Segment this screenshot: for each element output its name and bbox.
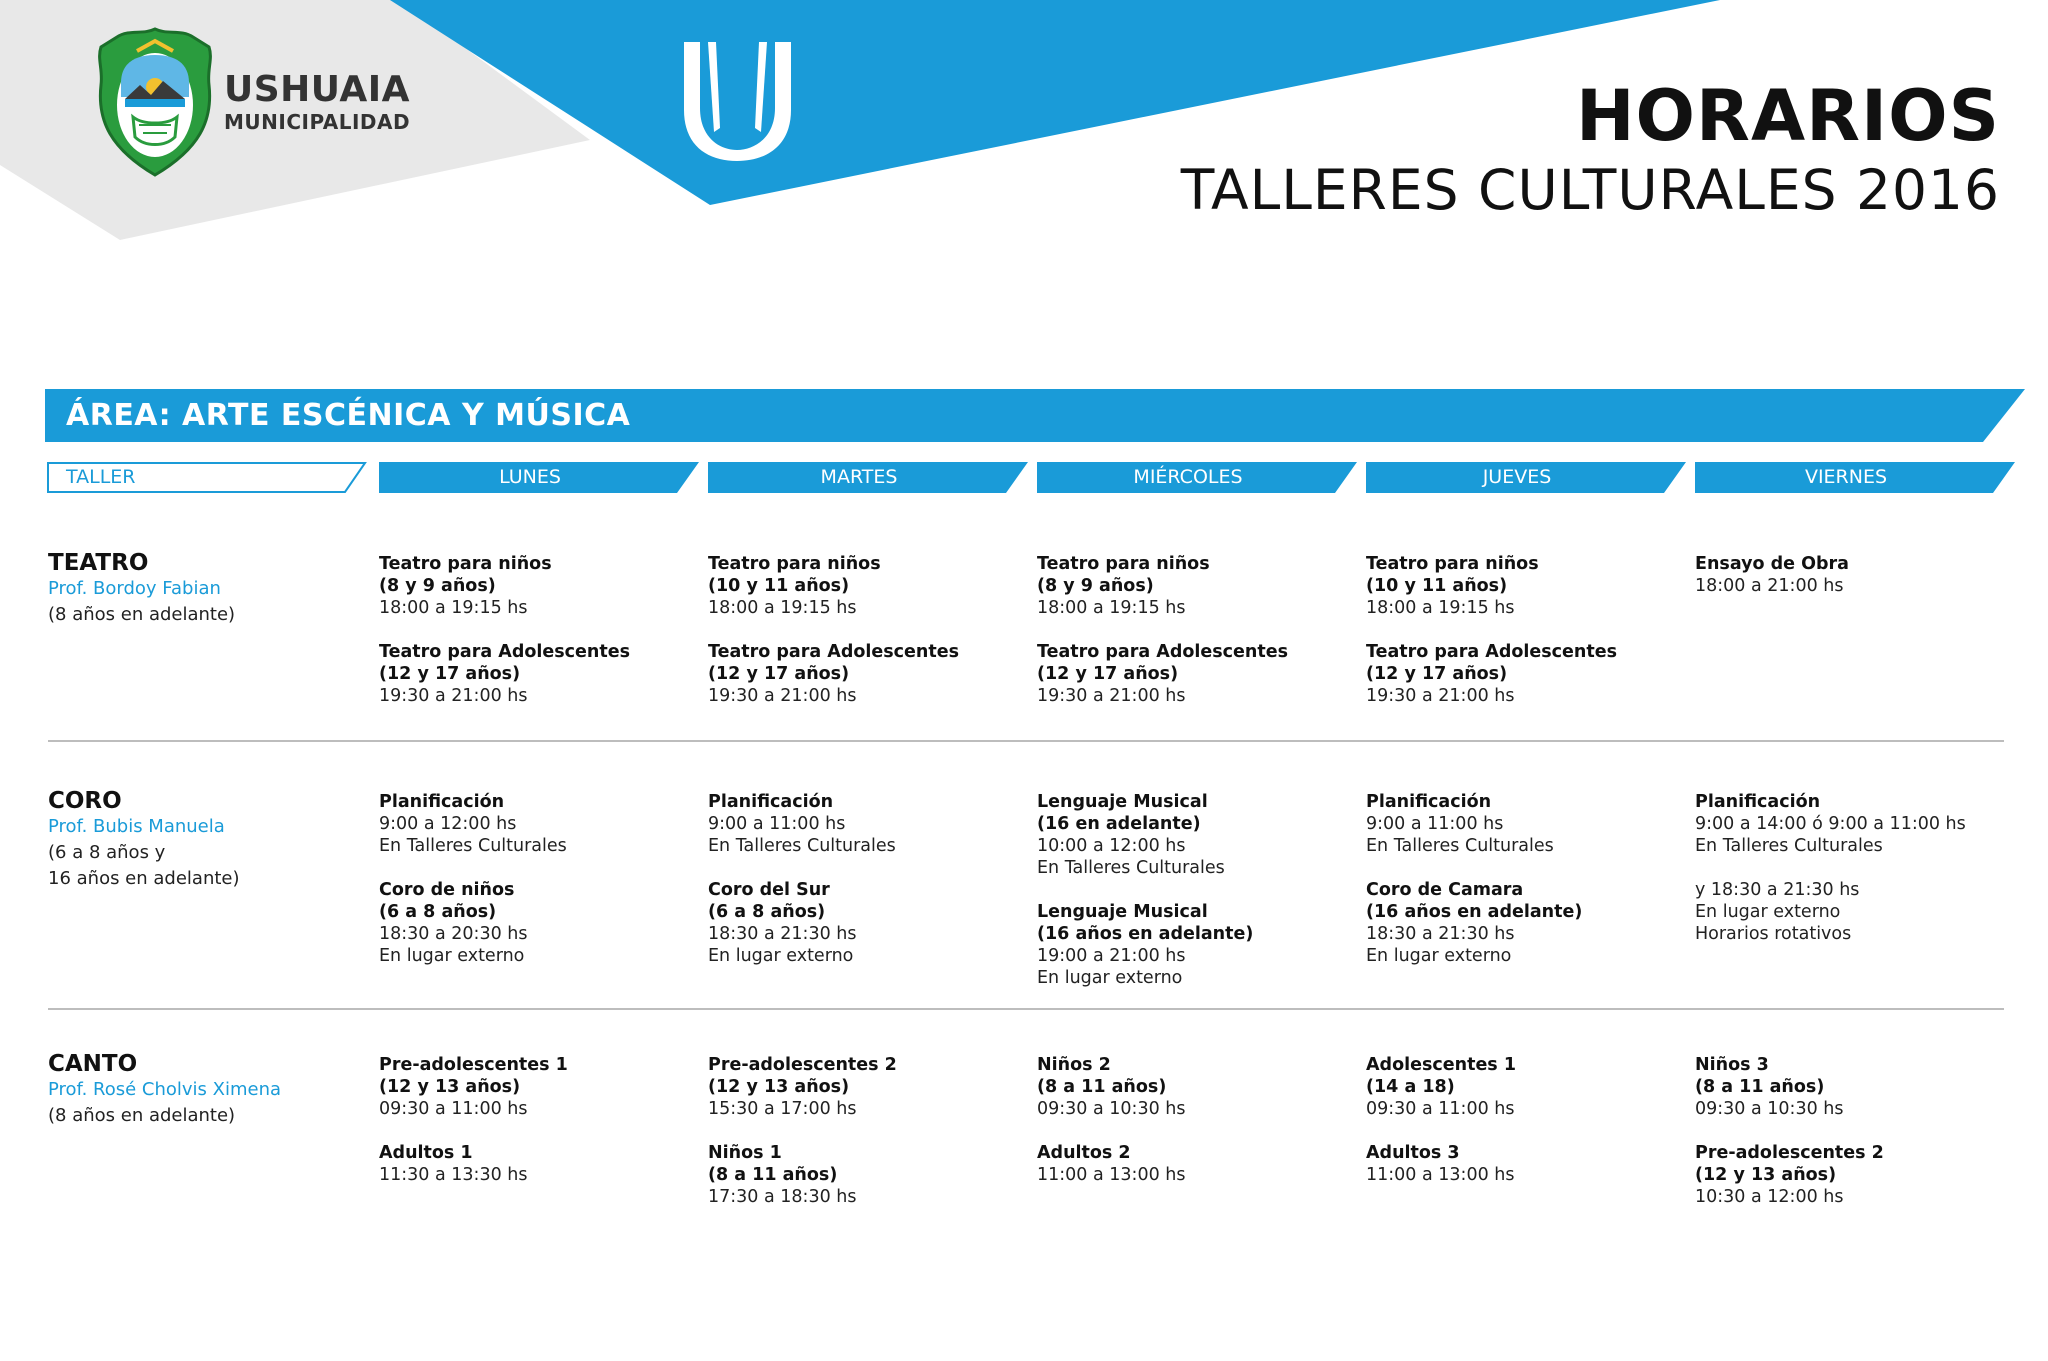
class-detail: En lugar externo xyxy=(1695,902,1841,922)
class-title: Planificación xyxy=(1366,792,1492,812)
class-title: (12 y 17 años) xyxy=(379,664,521,684)
entry-gap xyxy=(1695,1120,2015,1142)
class-title: (12 y 13 años) xyxy=(379,1077,521,1097)
class-detail: En lugar externo xyxy=(708,946,854,966)
class-detail: En lugar externo xyxy=(379,946,525,966)
class-title: Planificación xyxy=(708,792,834,812)
page-title: HORARIOS xyxy=(1575,75,2000,157)
class-detail: y 18:30 a 21:30 hs xyxy=(1695,880,1860,900)
entry-gap xyxy=(379,1120,699,1142)
class-detail: 19:30 a 21:00 hs xyxy=(1366,686,1515,706)
schedule-cell xyxy=(708,791,1028,967)
class-detail: 17:30 a 18:30 hs xyxy=(708,1187,857,1207)
taller-name-coro: CORO xyxy=(48,788,122,814)
class-title: Lenguaje Musical xyxy=(1037,792,1208,812)
class-detail: 18:30 a 20:30 hs xyxy=(379,924,528,944)
class-title: Planificación xyxy=(379,792,505,812)
class-title: (16 en adelante) xyxy=(1037,814,1201,834)
class-title: (16 años en adelante) xyxy=(1366,902,1583,922)
entry-gap xyxy=(1366,619,1686,641)
column-header-viernes xyxy=(1695,462,2015,493)
row-divider xyxy=(48,1008,2004,1010)
class-title: (14 a 18) xyxy=(1366,1077,1455,1097)
column-header-taller xyxy=(47,462,367,493)
class-title: Planificación xyxy=(1695,792,1821,812)
entry-gap xyxy=(379,619,699,641)
schedule-cell xyxy=(379,553,699,707)
class-detail: 19:00 a 21:00 hs xyxy=(1037,946,1186,966)
class-detail: 9:00 a 12:00 hs xyxy=(379,814,517,834)
class-title: Pre-adolescentes 1 xyxy=(379,1055,568,1075)
class-title: Teatro para niños xyxy=(1037,554,1210,574)
column-header-miercoles xyxy=(1037,462,1357,493)
class-detail: 09:30 a 11:00 hs xyxy=(1366,1099,1515,1119)
schedule-cell xyxy=(1037,553,1357,707)
class-title: Teatro para Adolescentes xyxy=(1366,642,1617,662)
entry-gap xyxy=(379,857,699,879)
column-header-jueves xyxy=(1366,462,1686,493)
class-title: (10 y 11 años) xyxy=(1366,576,1508,596)
class-detail: 18:30 a 21:30 hs xyxy=(1366,924,1515,944)
taller-name-canto: CANTO xyxy=(48,1051,138,1077)
column-header-label: JUEVES xyxy=(1482,466,1552,488)
schedule-cell xyxy=(1366,1054,1686,1186)
class-detail: 09:30 a 10:30 hs xyxy=(1695,1099,1844,1119)
class-title: (6 a 8 años) xyxy=(708,902,826,922)
class-title: Adultos 3 xyxy=(1366,1143,1460,1163)
column-header-label: TALLER xyxy=(66,466,136,488)
row-divider xyxy=(48,740,2004,742)
schedule-cell xyxy=(1366,553,1686,707)
area-title: ÁREA: ARTE ESCÉNICA Y MÚSICA xyxy=(66,398,631,433)
age-range xyxy=(48,1103,348,1129)
class-title: Coro de niños xyxy=(379,880,515,900)
class-title: Pre-adolescentes 2 xyxy=(1695,1143,1884,1163)
class-title: (10 y 11 años) xyxy=(708,576,850,596)
age-line: (8 años en adelante) xyxy=(48,1105,236,1126)
class-title: (8 a 11 años) xyxy=(708,1165,838,1185)
class-detail: 11:30 a 13:30 hs xyxy=(379,1165,528,1185)
column-header-label: LUNES xyxy=(499,466,561,488)
class-detail: 19:30 a 21:00 hs xyxy=(708,686,857,706)
class-title: (8 a 11 años) xyxy=(1037,1077,1167,1097)
class-title: Teatro para niños xyxy=(379,554,552,574)
class-title: Lenguaje Musical xyxy=(1037,902,1208,922)
class-detail: 11:00 a 13:00 hs xyxy=(1366,1165,1515,1185)
brand-name: USHUAIA xyxy=(224,69,411,110)
class-detail: 10:00 a 12:00 hs xyxy=(1037,836,1186,856)
class-title: (8 y 9 años) xyxy=(379,576,496,596)
schedule-cell xyxy=(708,553,1028,707)
entry-gap xyxy=(1037,879,1357,901)
class-detail: 9:00 a 14:00 ó 9:00 a 11:00 hs xyxy=(1695,814,1966,834)
class-title: (12 y 17 años) xyxy=(1366,664,1508,684)
age-line: (6 a 8 años y xyxy=(48,842,166,863)
schedule-cell xyxy=(379,1054,699,1186)
teacher-name: Prof. Bordoy Fabian xyxy=(48,578,221,599)
brand xyxy=(224,70,410,134)
schedule-cell xyxy=(379,791,699,967)
schedule-cell xyxy=(1695,791,2035,945)
page-subtitle: TALLERES CULTURALES 2016 xyxy=(1180,158,2000,222)
class-title: (12 y 13 años) xyxy=(708,1077,850,1097)
class-detail: 18:00 a 19:15 hs xyxy=(708,598,857,618)
class-title: Coro del Sur xyxy=(708,880,830,900)
class-title: (6 a 8 años) xyxy=(379,902,497,922)
age-range xyxy=(48,840,348,892)
class-detail: 18:00 a 21:00 hs xyxy=(1695,576,1844,596)
column-header-label: MARTES xyxy=(820,466,898,488)
class-detail: En Talleres Culturales xyxy=(1695,836,1883,856)
class-detail: 09:30 a 11:00 hs xyxy=(379,1099,528,1119)
class-detail: En Talleres Culturales xyxy=(708,836,896,856)
entry-gap xyxy=(708,619,1028,641)
column-header-label: VIERNES xyxy=(1804,466,1888,488)
class-title: Niños 1 xyxy=(708,1143,782,1163)
u-logo-mark xyxy=(680,38,795,163)
class-title: Niños 3 xyxy=(1695,1055,1769,1075)
entry-gap xyxy=(1695,857,2035,879)
class-title: Teatro para niños xyxy=(1366,554,1539,574)
class-title: Ensayo de Obra xyxy=(1695,554,1849,574)
age-line: 16 años en adelante) xyxy=(48,868,240,889)
class-detail: En Talleres Culturales xyxy=(1366,836,1554,856)
class-detail: Horarios rotativos xyxy=(1695,924,1852,944)
brand-subtitle: MUNICIPALIDAD xyxy=(224,110,411,134)
teacher-name: Prof. Bubis Manuela xyxy=(48,816,225,837)
schedule-cell xyxy=(1037,791,1357,989)
class-detail: 19:30 a 21:00 hs xyxy=(379,686,528,706)
entry-gap xyxy=(708,1120,1028,1142)
column-header-martes xyxy=(708,462,1028,493)
class-detail: 11:00 a 13:00 hs xyxy=(1037,1165,1186,1185)
class-title: Adultos 2 xyxy=(1037,1143,1131,1163)
class-title: Teatro para niños xyxy=(708,554,881,574)
schedule-cell xyxy=(1695,1054,2015,1208)
class-detail: 18:00 a 19:15 hs xyxy=(1037,598,1186,618)
class-detail: 18:30 a 21:30 hs xyxy=(708,924,857,944)
age-line: (8 años en adelante) xyxy=(48,604,236,625)
class-title: Niños 2 xyxy=(1037,1055,1111,1075)
class-title: Adolescentes 1 xyxy=(1366,1055,1516,1075)
class-title: Coro de Camara xyxy=(1366,880,1524,900)
entry-gap xyxy=(1366,1120,1686,1142)
class-detail: 10:30 a 12:00 hs xyxy=(1695,1187,1844,1207)
teacher-name: Prof. Rosé Cholvis Ximena xyxy=(48,1079,282,1100)
class-title: (8 y 9 años) xyxy=(1037,576,1154,596)
class-detail: En lugar externo xyxy=(1037,968,1183,988)
class-detail: 18:00 a 19:15 hs xyxy=(1366,598,1515,618)
class-title: (16 años en adelante) xyxy=(1037,924,1254,944)
class-detail: 15:30 a 17:00 hs xyxy=(708,1099,857,1119)
class-detail: En Talleres Culturales xyxy=(1037,858,1225,878)
class-detail: En lugar externo xyxy=(1366,946,1512,966)
class-title: (12 y 17 años) xyxy=(1037,664,1179,684)
class-title: Teatro para Adolescentes xyxy=(708,642,959,662)
schedule-cell xyxy=(708,1054,1028,1208)
entry-gap xyxy=(1037,619,1357,641)
class-detail: 9:00 a 11:00 hs xyxy=(1366,814,1504,834)
class-title: Teatro para Adolescentes xyxy=(379,642,630,662)
class-title: Pre-adolescentes 2 xyxy=(708,1055,897,1075)
column-header-lunes xyxy=(379,462,699,493)
class-detail: 09:30 a 10:30 hs xyxy=(1037,1099,1186,1119)
schedule-cell xyxy=(1037,1054,1357,1186)
class-detail: 9:00 a 11:00 hs xyxy=(708,814,846,834)
page-title-block xyxy=(1181,76,2000,224)
age-range xyxy=(48,602,348,628)
entry-gap xyxy=(708,857,1028,879)
column-header-label: MIÉRCOLES xyxy=(1133,466,1243,488)
class-detail: 18:00 a 19:15 hs xyxy=(379,598,528,618)
entry-gap xyxy=(1037,1120,1357,1142)
class-title: (12 y 13 años) xyxy=(1695,1165,1837,1185)
class-detail: 19:30 a 21:00 hs xyxy=(1037,686,1186,706)
class-title: (8 a 11 años) xyxy=(1695,1077,1825,1097)
class-title: Adultos 1 xyxy=(379,1143,473,1163)
municipal-shield-logo xyxy=(95,25,215,180)
schedule-cell xyxy=(1366,791,1686,967)
entry-gap xyxy=(1366,857,1686,879)
schedule-cell xyxy=(1695,553,2015,597)
class-title: Teatro para Adolescentes xyxy=(1037,642,1288,662)
taller-name-teatro: TEATRO xyxy=(48,550,149,576)
class-title: (12 y 17 años) xyxy=(708,664,850,684)
class-detail: En Talleres Culturales xyxy=(379,836,567,856)
